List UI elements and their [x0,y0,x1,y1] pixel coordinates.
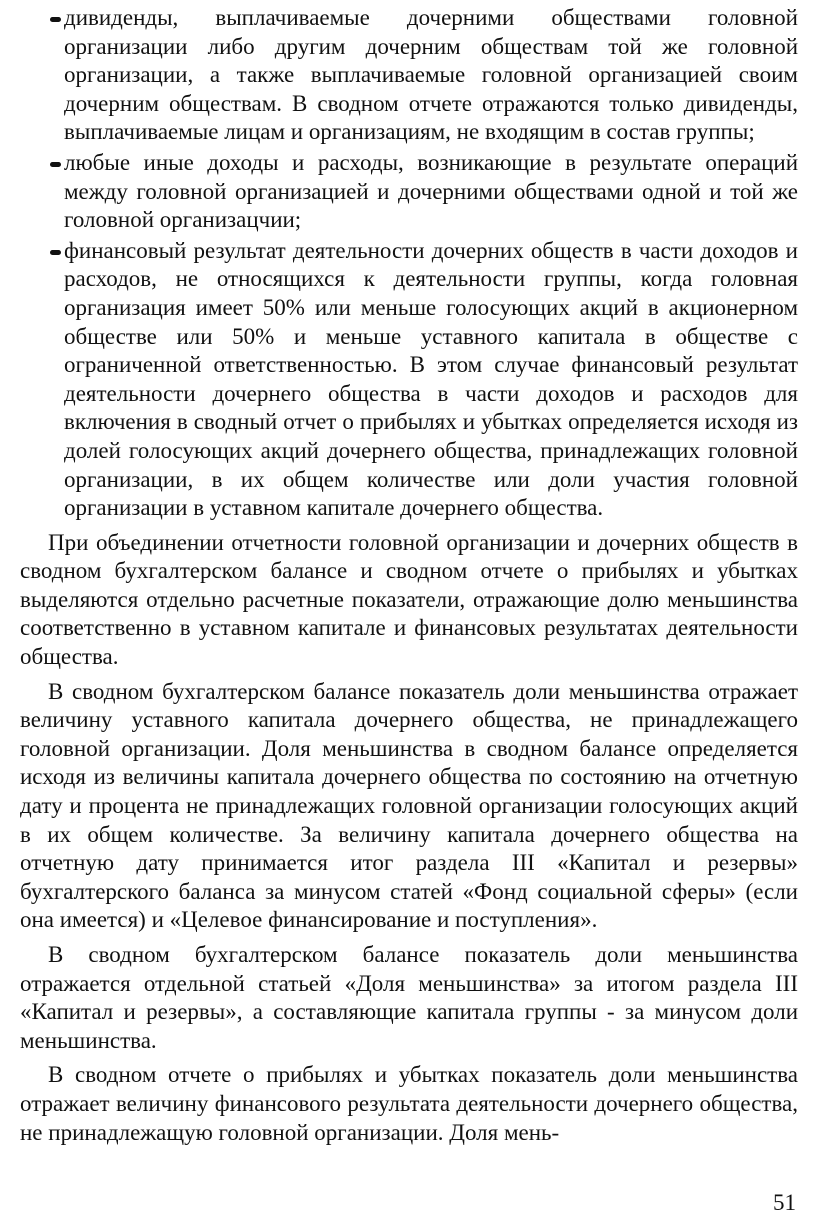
paragraph-consolidation: При объединении отчетности головной организации и дочерних обществ в сводном бухгалтерском балансе и сводном отчете о прибылях и убытках выделяются отдельно расчетные показатели, отражающие долю меньшинства соответственно в уставном капитале и финансовых результатах деятельности общества. [20,529,798,670]
bullet-text: дивиденды, выплачиваемые дочерними обществами головной организации либо другим дочерним обществам той же головной организации, а также выплачиваемые головной организацией своим дочерним обществам. В сводном отчете отражаются только дивиденды, выплачиваемые лицам и организациям, не входящим в состав группы; [64,5,798,145]
paragraph-minority-article: В сводном бухгалтерском балансе показатель доли меньшинства отражается отдельной статьей «Доля меньшинства» за итогом раздела III «Капитал и резервы», а составляющие капитала группы - за минусом доли меньшинства. [20,942,798,1053]
bullet-list [20,4,798,523]
paragraph-profit-loss-minority: В сводном отчете о прибылях и убытках показатель доли меньшинства отражает величину финансового результата деятельности дочернего общества, не принадлежащую головной организации. Доля мень- [20,1062,798,1145]
bullet-text: любые иные доходы и расходы, возникающие в результате операций между головной организацией и дочерними обществами одной и той же головной организацчии; [64,149,798,233]
bullet-marker [50,250,61,255]
bullet-marker [50,162,61,167]
bullet-marker [50,17,61,22]
bullet-item-other-income [20,149,798,235]
paragraph-balance-minority: В сводном бухгалтерском балансе показатель доли меньшинства отражает величину уставного капитала дочернего общества, не принадлежащего головной организации. Доля меньшинства в сводном балансе определяется исходя из величины капитала дочернего общества по состоянию на отчетную дату и процента не принадлежащих головной организации голосующих акций в их общем количестве. За величину капитала дочернего общества на отчетную дату принимается итог раздела III «Капитал и резервы» бухгалтерского баланса за минусом статей «Фонд социальной сферы» (если она имеется) и «Целевое финансирование и поступления». [20,678,798,933]
page-number: 51 [773,1190,796,1215]
bullet-text: финансовый результат деятельности дочерних обществ в части доходов и расходов, не относящихся к деятельности группы, когда головная организация имеет 50% или меньше голосующих акций в акционерном обществе или 50% и меньше уставного капитала в обществе с ограниченной ответственностью. В этом случае финансовый результат деятельности дочернего общества в части доходов и расходов для включения в сводный отчет о прибылях и убытках определяется исходя из долей голосующих акций дочернего общества, принадлежащих головной организации, в их общем количестве или доли участия головной организации в уставном капитале дочернего общества. [64,237,798,521]
bullet-item-dividends [20,4,798,147]
bullet-item-financial-result [20,237,798,523]
document-page [20,4,798,1184]
